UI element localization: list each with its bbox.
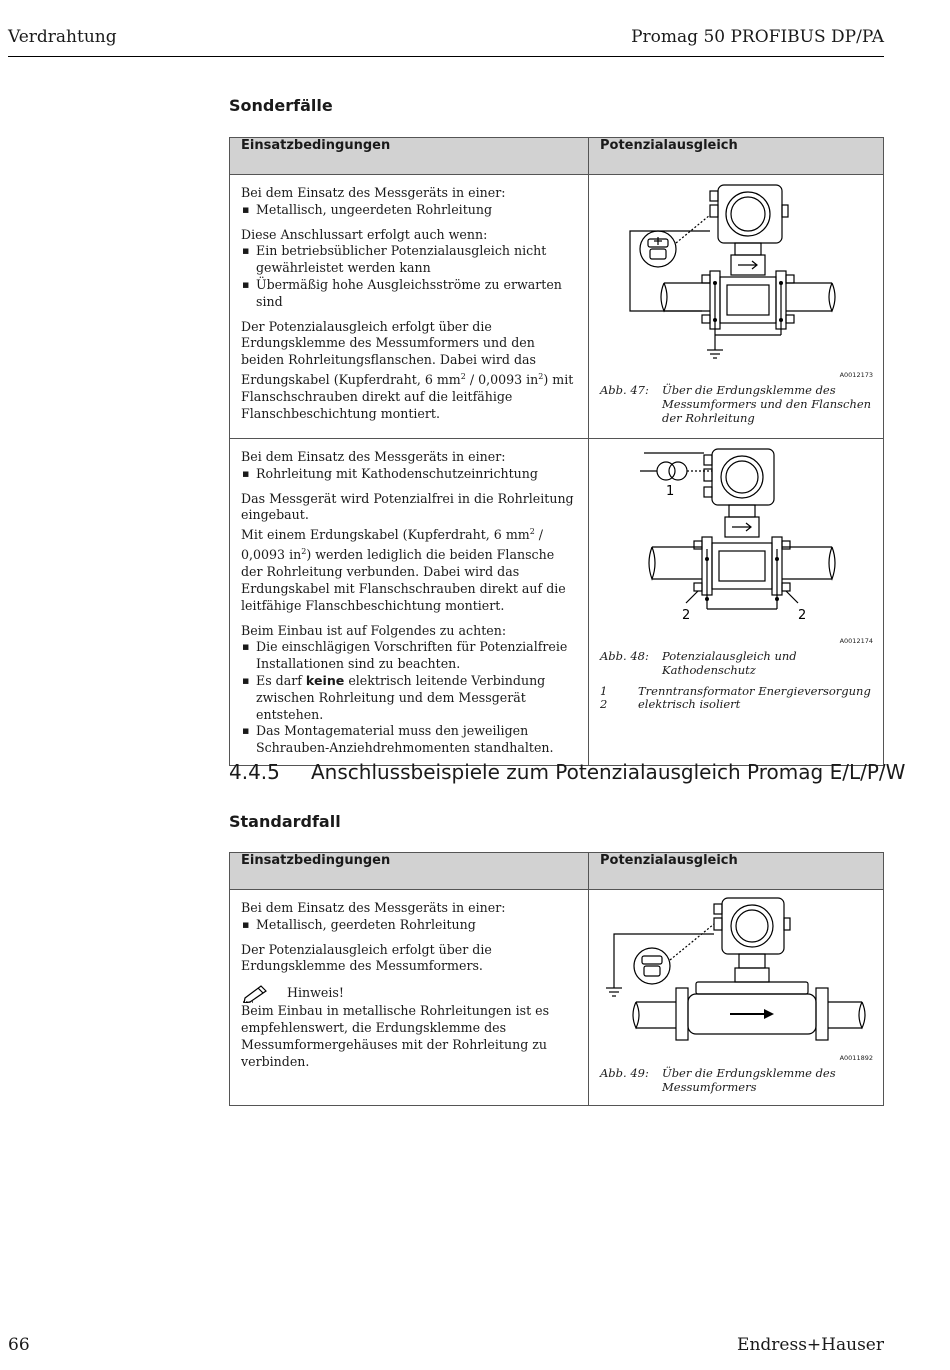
subheading-sonderfaelle: Sonderfälle bbox=[229, 96, 333, 115]
figure-cell bbox=[589, 175, 884, 439]
note-label: Hinweis! bbox=[287, 984, 344, 1000]
body-text: Das Messgerät wird Potenzialfrei in die Rohrleitung eingebaut. bbox=[241, 490, 574, 523]
intro-text: Bei dem Einsatz des Messgeräts in einer: bbox=[241, 185, 506, 200]
figure-caption-text: Potenzialausgleich und Kathodenschutz bbox=[662, 649, 797, 677]
callout-2-left: 2 bbox=[682, 608, 691, 623]
bullet-list bbox=[241, 243, 579, 310]
paragraph bbox=[241, 319, 579, 423]
paragraph bbox=[241, 185, 579, 219]
list-item: ▪ Metallisch, ungeerdeten Rohrleitung bbox=[241, 202, 579, 219]
figure-id: A0012174 bbox=[839, 637, 873, 645]
list-item: ▪ Übermäßig hohe Ausgleichsströme zu erwarten sind bbox=[241, 277, 579, 311]
section-title: Anschlussbeispiele zum Potenzialausgleich Promag E/L/P/W bbox=[311, 760, 906, 784]
figure-cell bbox=[589, 439, 884, 766]
bullet-list bbox=[241, 917, 579, 934]
section-number: 4.4.5 bbox=[229, 760, 280, 784]
pencil-icon bbox=[241, 983, 277, 1003]
figure-caption-text: Über die Erdungsklemme des Messumformers und den Flanschen der Rohrleitung bbox=[662, 383, 872, 425]
conditions-cell bbox=[230, 175, 589, 439]
header-rule bbox=[8, 56, 884, 57]
legend-text: elektrisch isoliert bbox=[638, 697, 741, 711]
table-row bbox=[230, 175, 884, 439]
body-text-group bbox=[241, 524, 579, 614]
paragraph bbox=[241, 227, 579, 311]
bullet-list bbox=[241, 202, 579, 219]
list-item: ▪ Metallisch, geerdeten Rohrleitung bbox=[241, 917, 579, 934]
column-header-potenzialausgleich: Potenzialausgleich bbox=[589, 138, 884, 175]
standard-grounding-diagram bbox=[600, 890, 872, 1050]
list-item: ▪ Rohrleitung mit Kathodenschutzeinrichtung bbox=[241, 466, 579, 483]
body-text: / 0,0093 in bbox=[241, 527, 544, 563]
superscript: 2 bbox=[538, 371, 544, 381]
figure-id: A0011892 bbox=[839, 1054, 873, 1062]
subheading-standardfall: Standardfall bbox=[229, 812, 341, 831]
body-text: Mit einem Erdungskabel (Kupferdraht, 6 mm bbox=[241, 527, 530, 543]
figure-caption bbox=[600, 1066, 873, 1094]
body-text: ) mit Flanschschrauben direkt auf die leitfähige Flanschbeschichtung montiert. bbox=[241, 372, 574, 421]
figure-caption-text: Über die Erdungsklemme des Messumformers bbox=[662, 1066, 836, 1094]
callout-2-right: 2 bbox=[798, 608, 807, 623]
page-number: 66 bbox=[8, 1335, 30, 1355]
note-text: Beim Einbau in metallische Rohrleitungen ist es empfehlenswert, die Erdungsklemme des Messumformergehäuses mit der Rohrleitung zu verbinden. bbox=[241, 1003, 550, 1069]
figure-id: A0012173 bbox=[839, 371, 873, 379]
list-item: ▪ Ein betriebsüblicher Potenzialausgleich nicht gewährleistet werden kann bbox=[241, 243, 579, 277]
table-header-row bbox=[230, 853, 884, 890]
footer-brand: Endress+Hauser bbox=[737, 1335, 884, 1355]
legend-text: Trenntransformator Energieversorgung bbox=[638, 684, 871, 698]
bullet-list bbox=[241, 466, 579, 483]
list-item bbox=[241, 673, 579, 723]
table-row bbox=[230, 890, 884, 1106]
table-standardfall bbox=[229, 852, 884, 1106]
figure-label: Abb. 48: bbox=[600, 649, 649, 663]
note-header bbox=[241, 983, 579, 1003]
intro-text: Bei dem Einsatz des Messgeräts in einer: bbox=[241, 449, 506, 464]
body-text: Es darf bbox=[256, 672, 306, 688]
body-text: Der Potenzialausgleich erfolgt über die Erdungsklemme des Messumformers und den beiden Rohrleitungsflanschen. Dabei wird das Erdungskabel (Kupferdraht, 6 mm bbox=[241, 318, 536, 388]
body-text: / 0,0093 in bbox=[465, 372, 539, 388]
legend-number: 1 bbox=[600, 684, 608, 698]
running-header-section: Verdrahtung bbox=[8, 27, 117, 47]
figure-label: Abb. 47: bbox=[600, 383, 649, 397]
body-text: ) werden lediglich die beiden Flansche der Rohrleitung verbunden. Dabei wird das Erdungskabel mit Flanschschrauben direkt auf die leitfähige Flanschbeschichtung montiert. bbox=[241, 547, 566, 613]
list-item: ▪ Die einschlägigen Vorschriften für Potenzialfreie Installationen sind zu beachten. bbox=[241, 639, 579, 673]
cathodic-protection-diagram bbox=[600, 439, 872, 639]
legend-item bbox=[600, 698, 871, 711]
list-item: ▪ Das Montagematerial muss den jeweiligen Schrauben-Anziehdrehmomenten standhalten. bbox=[241, 723, 579, 757]
paragraph bbox=[241, 623, 579, 757]
grounding-diagram-flanges bbox=[600, 175, 872, 375]
superscript: 2 bbox=[301, 547, 307, 557]
callout-1: 1 bbox=[666, 484, 675, 499]
conditions-cell bbox=[230, 439, 589, 766]
emphasis-text: keine bbox=[305, 672, 345, 688]
table-row bbox=[230, 439, 884, 766]
running-header-product: Promag 50 PROFIBUS DP/PA bbox=[631, 27, 884, 47]
intro-text: Beim Einbau ist auf Folgendes zu achten: bbox=[241, 622, 507, 638]
conditions-cell bbox=[230, 890, 589, 1106]
column-header-einsatzbedingungen: Einsatzbedingungen bbox=[230, 853, 589, 890]
superscript: 2 bbox=[529, 527, 535, 537]
legend-number: 2 bbox=[600, 697, 608, 711]
column-header-einsatzbedingungen: Einsatzbedingungen bbox=[230, 138, 589, 175]
table-sonderfaelle bbox=[229, 137, 884, 766]
paragraph bbox=[241, 900, 579, 934]
figure-caption bbox=[600, 383, 873, 425]
figure-label: Abb. 49: bbox=[600, 1066, 649, 1080]
paragraph bbox=[241, 449, 579, 483]
intro-text: Diese Anschlussart erfolgt auch wenn: bbox=[241, 226, 488, 242]
column-header-potenzialausgleich: Potenzialausgleich bbox=[589, 853, 884, 890]
paragraph: Der Potenzialausgleich erfolgt über die Erdungsklemme des Messumformers. bbox=[241, 941, 492, 974]
superscript: 2 bbox=[460, 371, 466, 381]
note-block bbox=[241, 983, 579, 1070]
body-text: elektrisch leitende Verbindung zwischen Rohrleitung und dem Messgerät entstehen. bbox=[256, 672, 546, 722]
table-header-row bbox=[230, 138, 884, 175]
figure-legend bbox=[600, 685, 873, 711]
intro-text: Bei dem Einsatz des Messgeräts in einer: bbox=[241, 900, 506, 915]
figure-cell bbox=[589, 890, 884, 1106]
bullet-list bbox=[241, 639, 579, 757]
paragraph bbox=[241, 491, 579, 615]
figure-caption bbox=[600, 649, 873, 677]
